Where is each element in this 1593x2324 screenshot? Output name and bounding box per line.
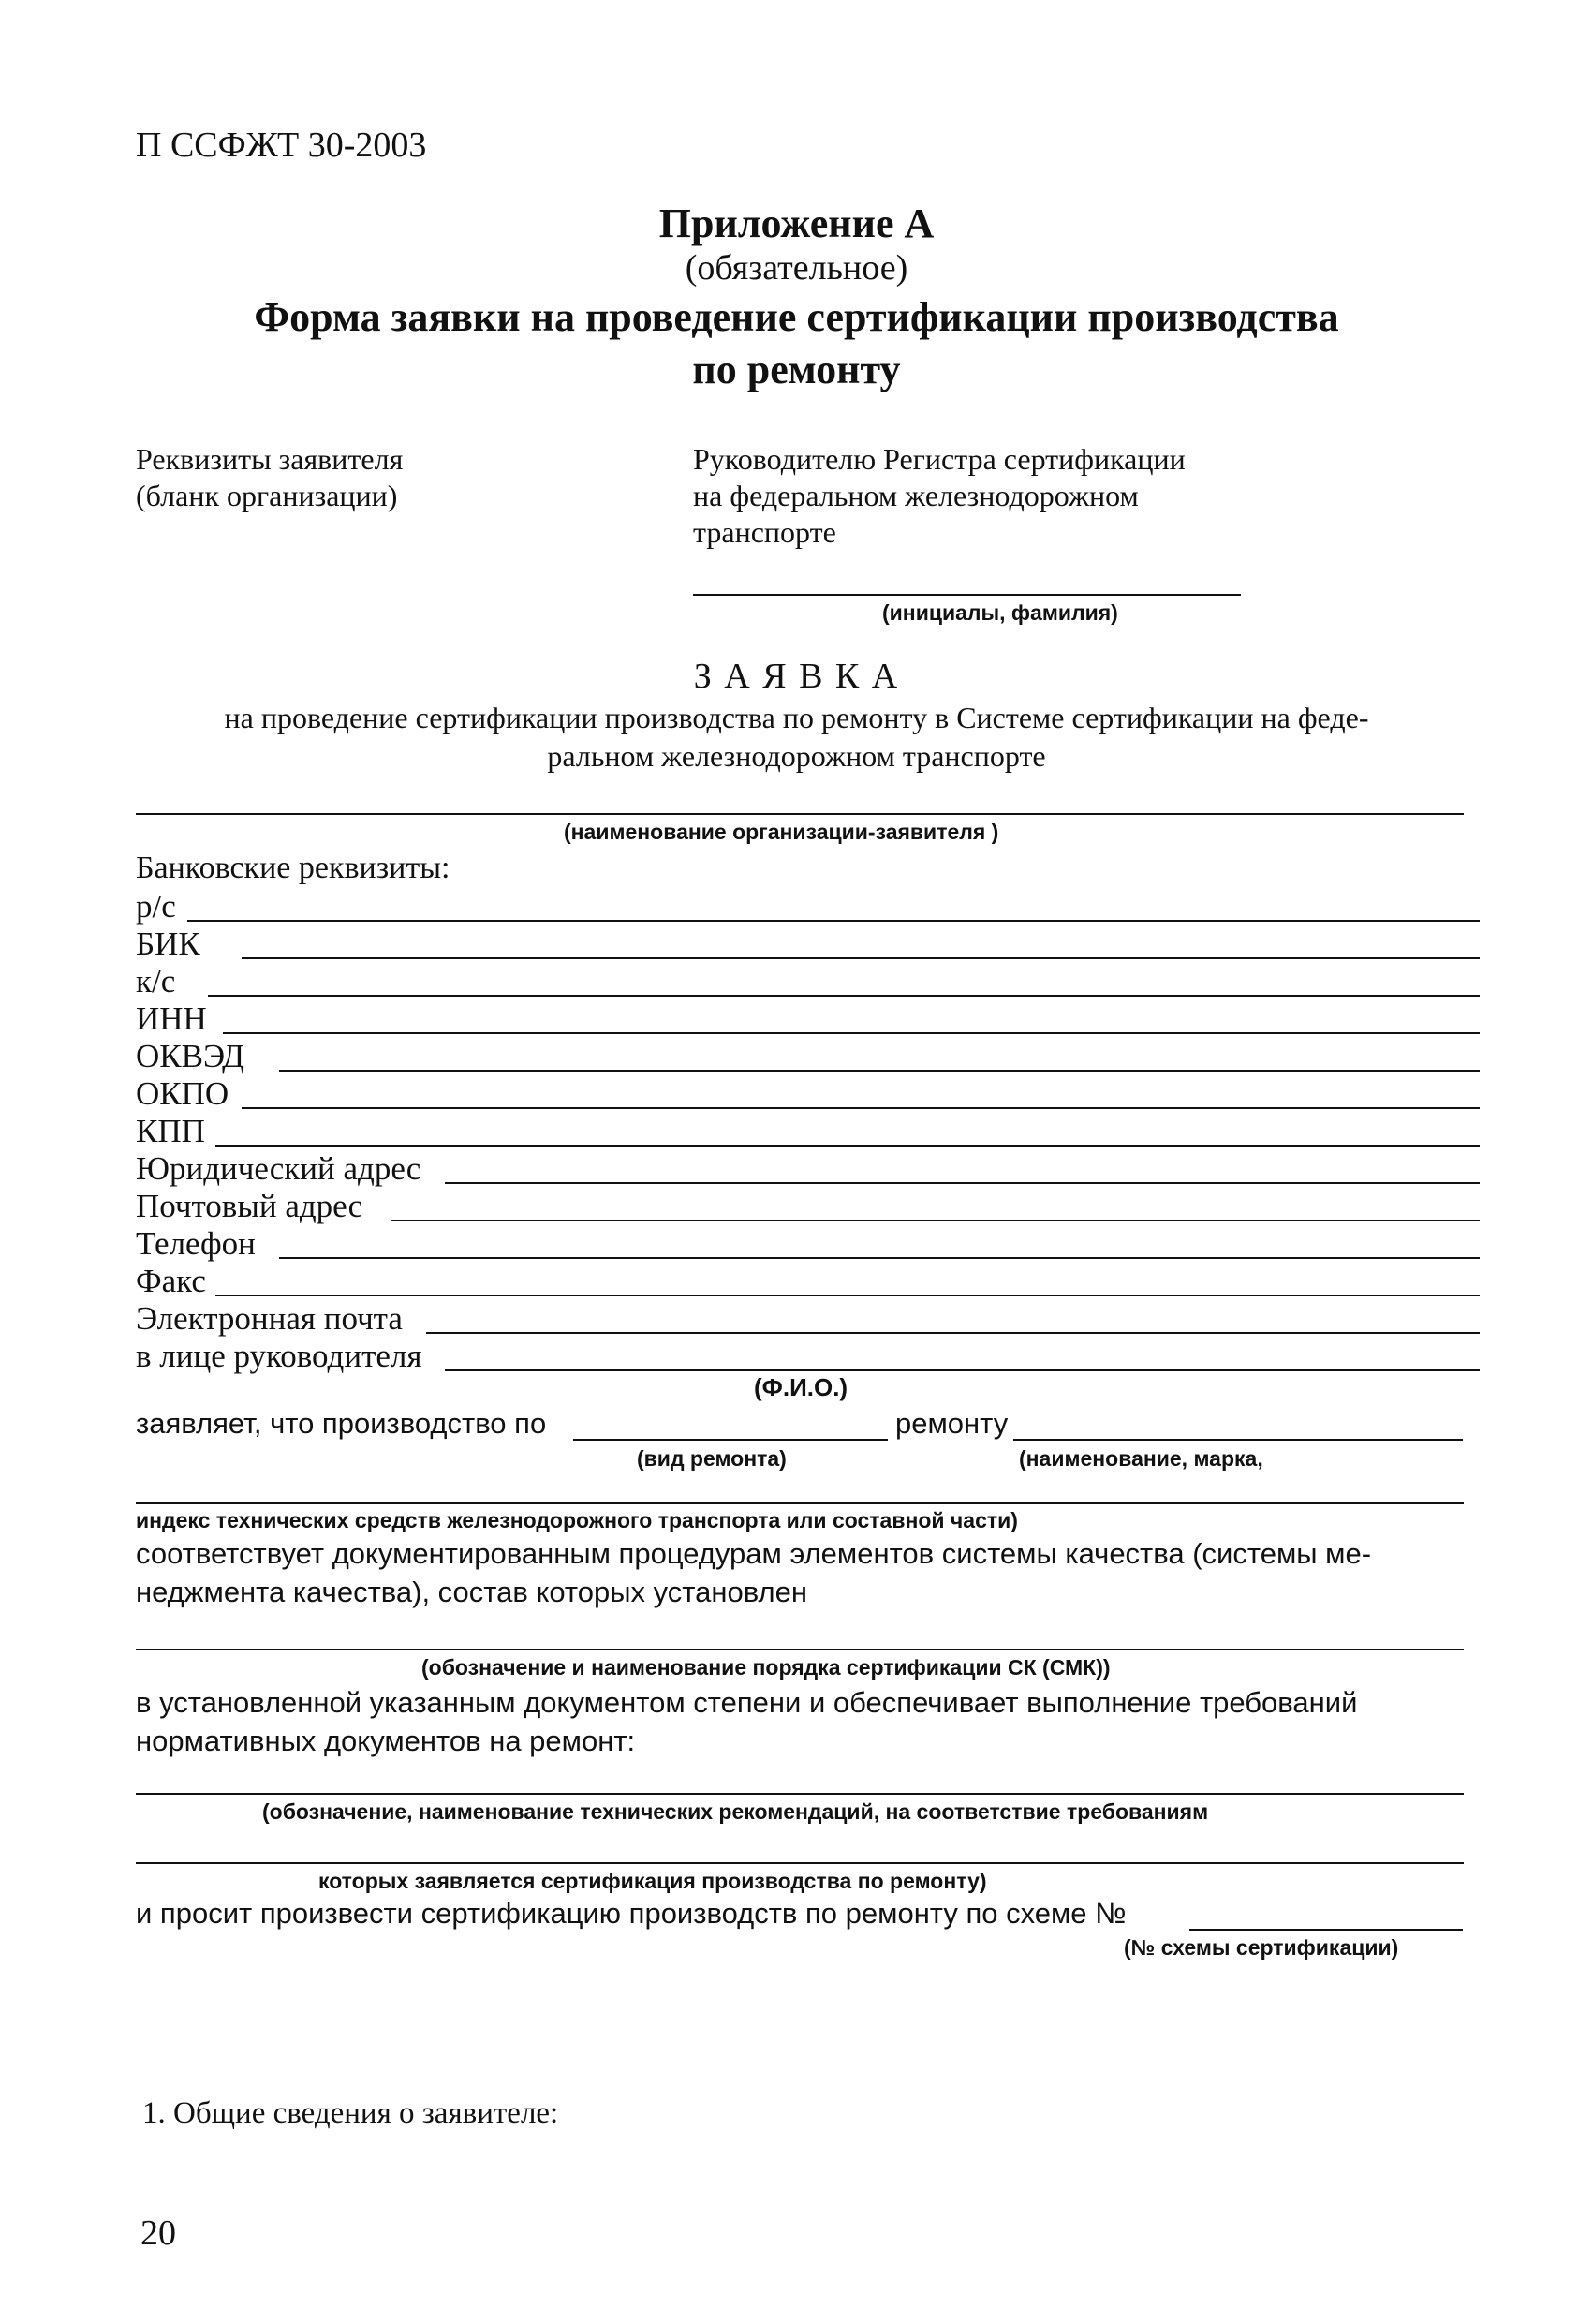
- repair-type-line[interactable]: [573, 1439, 888, 1441]
- procedure-caption: (обозначение и наименование порядка сертификации СК (СМК)): [421, 1655, 1111, 1680]
- applicant-details-label: Реквизиты заявителя: [136, 442, 404, 476]
- appendix-status: (обязательное): [685, 248, 908, 288]
- tech-recommendations-caption1: (обозначение, наименование технических рекомендаций, на соответствие требованиям: [262, 1799, 1209, 1824]
- recipient-name-caption: (инициалы, фамилия): [882, 600, 1118, 625]
- field-label-email: Электронная почта: [136, 1300, 403, 1337]
- procedure-line[interactable]: [136, 1649, 1464, 1650]
- field-line-postal-address[interactable]: [391, 1220, 1480, 1221]
- field-line-fax[interactable]: [215, 1295, 1480, 1296]
- field-label-legal-address: Юридический адрес: [136, 1150, 421, 1187]
- tech-recommendations-caption2: которых заявляется сертификация производства по ремонту): [318, 1869, 987, 1893]
- appendix-title: Приложение А: [658, 200, 935, 246]
- field-line-email[interactable]: [426, 1332, 1480, 1334]
- field-line-kpp[interactable]: [215, 1145, 1480, 1147]
- object-index-caption: индекс технических средств железнодорожного транспорта или составной части): [136, 1508, 1018, 1532]
- page-number: 20: [140, 2213, 176, 2253]
- request-text: и просит произвести сертификацию производств по ремонту по схеме №: [136, 1897, 1127, 1930]
- field-line-okved[interactable]: [279, 1070, 1480, 1072]
- organization-name-line: [136, 813, 1464, 815]
- object-index-line[interactable]: [136, 1502, 1464, 1504]
- field-label-bik: БИК: [136, 925, 200, 962]
- application-subtitle-line1: на проведение сертификации производства по ремонту в Системе сертификации на феде-: [224, 701, 1369, 734]
- field-line-bik[interactable]: [242, 957, 1480, 959]
- general-info-heading: 1. Общие сведения о заявителе:: [142, 2096, 559, 2130]
- established-line2: нормативных документов на ремонт:: [136, 1724, 636, 1757]
- recipient-line2: на федеральном железнодорожном: [693, 479, 1139, 512]
- form-title-line1: Форма заявки на проведение сертификации производства: [254, 294, 1339, 340]
- field-label-phone: Телефон: [136, 1225, 256, 1262]
- field-line-phone[interactable]: [279, 1257, 1480, 1259]
- tech-recommendations-line2[interactable]: [136, 1862, 1464, 1864]
- field-line-legal-address[interactable]: [445, 1182, 1480, 1184]
- fio-caption: (Ф.И.О.): [754, 1373, 848, 1401]
- field-label-head: в лице руководителя: [136, 1338, 422, 1374]
- complies-line2: неджмента качества), состав которых установлен: [136, 1576, 807, 1608]
- repair-type-caption: (вид ремонта): [637, 1446, 787, 1471]
- field-label-fax: Факс: [136, 1263, 206, 1299]
- complies-line1: соответствует документированным процедурам элементов системы качества (системы ме-: [136, 1537, 1372, 1570]
- recipient-line1: Руководителю Регистра сертификации: [693, 442, 1186, 476]
- field-line-rs[interactable]: [187, 920, 1480, 922]
- form-title-line2: по ремонту: [692, 347, 901, 392]
- scheme-number-line[interactable]: [1189, 1929, 1463, 1931]
- field-line-head[interactable]: [445, 1369, 1480, 1371]
- repair-object-line[interactable]: [1013, 1439, 1463, 1441]
- field-label-postal-address: Почтовый адрес: [136, 1188, 363, 1224]
- application-heading: З А Я В К А: [693, 657, 900, 696]
- scheme-number-caption: (№ схемы сертификации): [1124, 1935, 1399, 1960]
- field-label-inn: ИНН: [136, 1000, 207, 1037]
- repair-word: ремонту: [895, 1407, 1009, 1440]
- recipient-name-line: [693, 594, 1241, 596]
- declares-text: заявляет, что производство по: [136, 1407, 547, 1440]
- bank-details-label: Банковские реквизиты:: [136, 851, 450, 885]
- field-label-ks: к/с: [136, 963, 176, 999]
- application-subtitle-line2: ральном железнодорожном транспорте: [547, 739, 1046, 773]
- field-label-rs: р/с: [136, 888, 176, 925]
- document-code: П ССФЖТ 30-2003: [136, 126, 427, 165]
- field-label-okpo: ОКПО: [136, 1075, 229, 1112]
- applicant-letterhead-label: (бланк организации): [136, 479, 398, 512]
- tech-recommendations-line1[interactable]: [136, 1793, 1464, 1795]
- recipient-line3: транспорте: [693, 515, 836, 549]
- name-brand-caption: (наименование, марка,: [1019, 1446, 1263, 1471]
- field-line-okpo[interactable]: [242, 1107, 1480, 1109]
- field-line-inn[interactable]: [223, 1032, 1480, 1034]
- established-line1: в установленной указанным документом степени и обеспечивает выполнение требований: [136, 1686, 1358, 1719]
- field-line-ks[interactable]: [208, 995, 1480, 997]
- organization-name-caption: (наименование организации-заявителя ): [564, 820, 999, 844]
- field-label-okved: ОКВЭД: [136, 1038, 245, 1074]
- field-label-kpp: КПП: [136, 1113, 205, 1149]
